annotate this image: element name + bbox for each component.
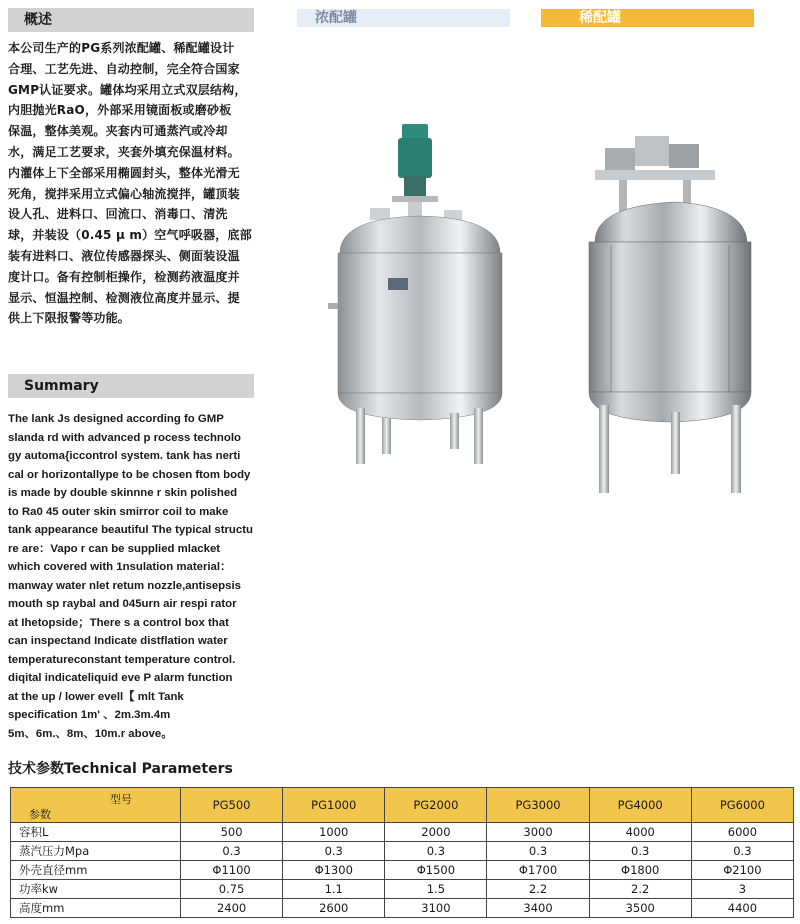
- table-row: [11, 880, 794, 899]
- table-row: [11, 899, 794, 918]
- row-label: 容积L: [11, 823, 181, 842]
- summary-text: The lank Js designed according fo GMP slanda rd with advanced p rocess technolo gy automa{iccontrol system. tank has nerti cal or horizontallype to be chosen ftom body is made by double skinnne r skin polished to Ra0 45 outer skin smirror coil to make tank appearance beautiful The typical structu re are：Vapo r can be supplied mlacket which covered with 1nsulation material： manway water nlet retum nozzle,antisepsis mouth sp raybal and 045urn air respi rator at Ihetopside；There s a control box that can inspectand Indicate distflation water temperatureconstant temperature control. diqital indicateliquid eve P alarm function at the up / lower evell【 mlt Tank specification 1m' 、2m.3m.4m 5m、6m.、8m、10m.r above。: [8, 413, 253, 740]
- table-cell: 2.2: [589, 880, 691, 899]
- tab-concentrated-tank: 浓配罐: [297, 9, 510, 27]
- table-cell: Φ1800: [589, 861, 691, 880]
- table-cell: Φ1100: [181, 861, 283, 880]
- table-cell: 0.3: [283, 842, 385, 861]
- table-cell: 1.1: [283, 880, 385, 899]
- table-row: [11, 823, 794, 842]
- table-cell: 3500: [589, 899, 691, 918]
- table-cell: 2000: [385, 823, 487, 842]
- table-cell: Φ2100: [691, 861, 793, 880]
- table-cell: 1000: [283, 823, 385, 842]
- model-header: PG3000: [487, 788, 589, 823]
- table-cell: 0.3: [691, 842, 793, 861]
- table-cell: 2.2: [487, 880, 589, 899]
- table-corner-cell: [11, 788, 181, 823]
- table-cell: Φ1500: [385, 861, 487, 880]
- row-label: 蒸汽压力Mpa: [11, 842, 181, 861]
- model-header: PG4000: [589, 788, 691, 823]
- table-cell: 0.3: [181, 842, 283, 861]
- table-cell: 2600: [283, 899, 385, 918]
- table-cell: 6000: [691, 823, 793, 842]
- table-cell: Φ1300: [283, 861, 385, 880]
- model-header: PG6000: [691, 788, 793, 823]
- table-cell: 2400: [181, 899, 283, 918]
- table-row: [11, 861, 794, 880]
- tech-params-title: 技术参数Technical Parameters: [8, 761, 233, 777]
- table-cell: 0.75: [181, 880, 283, 899]
- row-label: 高度mm: [11, 899, 181, 918]
- table-cell: 1.5: [385, 880, 487, 899]
- overview-text: 本公司生产的PG系列浓配罐、稀配罐设计 合理、工艺先进、自动控制，完全符合国家 GMP认证要求。罐体均采用立式双层结构， 内胆抛光RaO，外部采用镜面板或磨砂板 保温，整体美观。夹套内可通蒸汽或冷却 水，满足工艺要求，夹套外填充保温材料。 内灌体上下全部采用椭圆封头，整体光滑无 死角，搅拌采用立式偏心轴流搅拌，罐顶装 设人孔、进料口、回流口、消毒口、清洗 球，并装设（0.45 μ m）空气呼吸器，底部 装有进料口、液位传感器探头、侧面装设温 度计口。备有控制柜操作，检测药液温度并 显示、恒温控制、检测液位高度并显示、提 供上下限报警等功能。: [8, 41, 252, 326]
- table-header-row: [11, 788, 794, 823]
- tech-params-table: [10, 787, 794, 918]
- model-header: PG1000: [283, 788, 385, 823]
- table-cell: 4000: [589, 823, 691, 842]
- table-cell: 3400: [487, 899, 589, 918]
- table-cell: 3: [691, 880, 793, 899]
- tab-dilute-tank: 稀配罐: [541, 9, 754, 27]
- corner-param-label: 参数: [29, 808, 51, 821]
- corner-model-label: 型号: [110, 793, 132, 806]
- row-label: 外壳直径mm: [11, 861, 181, 880]
- model-header: PG2000: [385, 788, 487, 823]
- model-header: PG500: [181, 788, 283, 823]
- table-cell: 0.3: [589, 842, 691, 861]
- summary-header: Summary: [8, 374, 254, 398]
- dilute-tank-photo: [575, 130, 775, 500]
- overview-header: 概述: [8, 8, 254, 32]
- concentrated-tank-photo: [320, 118, 520, 478]
- table-cell: 4400: [691, 899, 793, 918]
- row-label: 功率kw: [11, 880, 181, 899]
- table-row: [11, 842, 794, 861]
- table-cell: 3100: [385, 899, 487, 918]
- table-cell: 500: [181, 823, 283, 842]
- table-cell: 0.3: [487, 842, 589, 861]
- table-cell: Φ1700: [487, 861, 589, 880]
- table-cell: 3000: [487, 823, 589, 842]
- table-cell: 0.3: [385, 842, 487, 861]
